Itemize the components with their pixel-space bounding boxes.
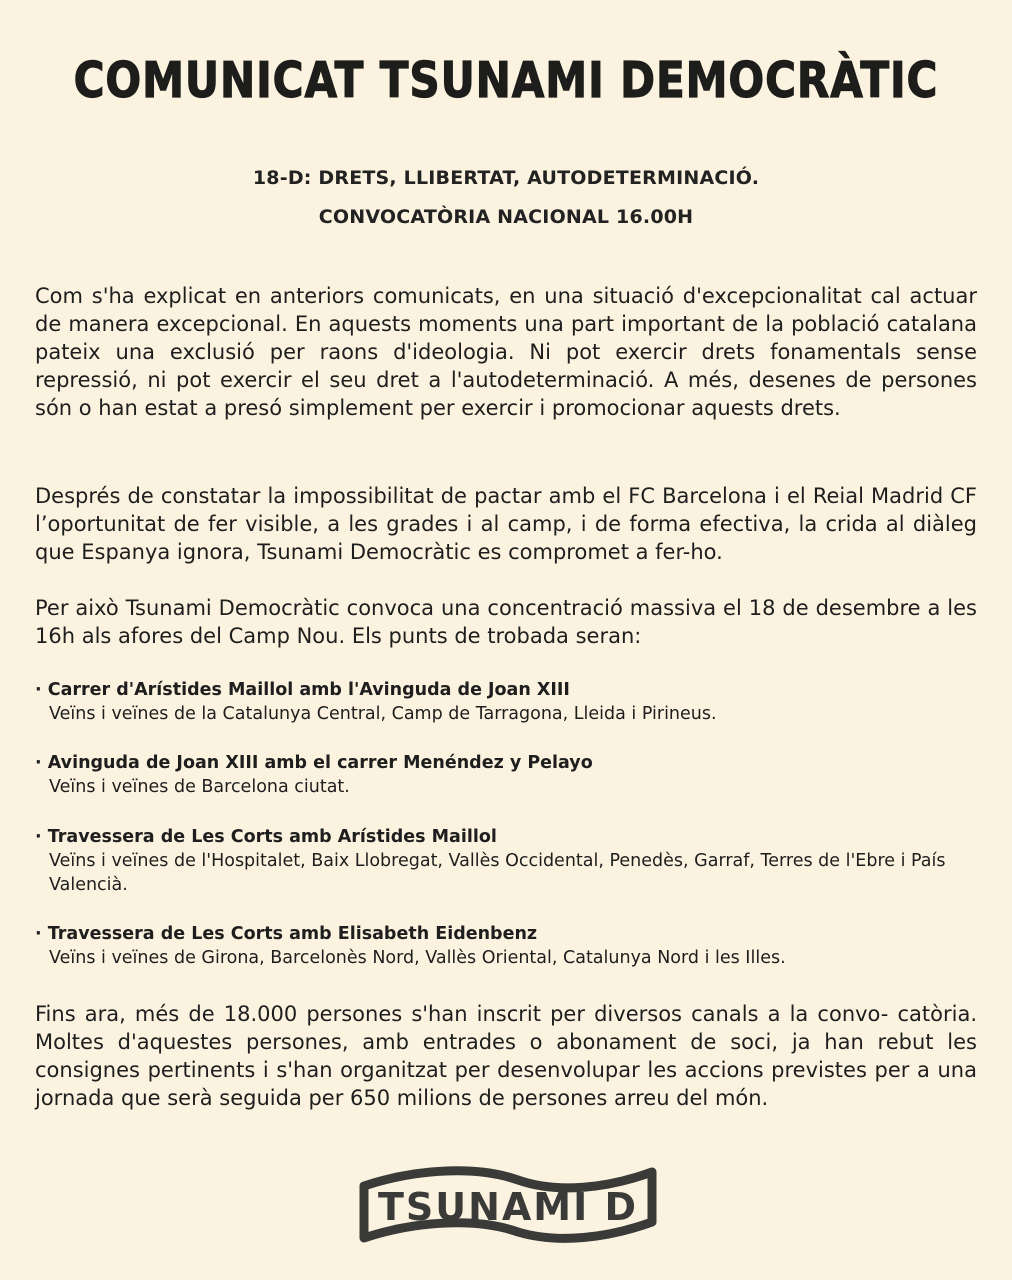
subtitle-line-2: CONVOCATÒRIA NACIONAL 16.00H [318,206,694,228]
meeting-point-place: · Carrer d'Arístides Maillol amb l'Avinguda de Joan XIII [35,680,570,700]
meeting-point [35,678,985,726]
meeting-point-place: · Avinguda de Joan XIII amb el carrer Menéndez y Pelayo [35,753,593,773]
meeting-point [35,922,985,970]
paragraph-intro: Com s'ha explicat en anteriors comunicats, en una situació d'excepcionalitat cal actuar de manera excepcional. En aquests moments una part important de la població catalana pateix una exclusió per raons d'ideologia. Ni pot exercir drets fonamentals sense repressió, ni pot exercir el seu dret a l'autodeterminació. A més, desenes de persones són o han estat a presó simplement per exercir i promocionar aquests drets. [35,284,977,420]
meeting-point-place: · Travessera de Les Corts amb Arístides Maillol [35,827,497,847]
meeting-point-desc: Veïns i veïnes de l'Hospitalet, Baix Llobregat, Vallès Occidental, Penedès, Garraf, Terres de l'Ebre i País Valencià. [49,851,946,895]
meeting-point-desc: Veïns i veïnes de Girona, Barcelonès Nord, Vallès Oriental, Catalunya Nord i les Illes. [49,948,786,968]
subtitle-line-1: 18-D: DRETS, LLIBERTAT, AUTODETERMINACIÓ. [252,167,760,189]
tsunami-democratic-logo [358,1158,658,1248]
meeting-point-place: · Travessera de Les Corts amb Elisabeth Eidenbenz [35,924,538,944]
paragraph-registrations: Fins ara, més de 18.000 persones s'han inscrit per diversos canals a la convo- catòria. Moltes d'aquestes persones, amb entrades o abonament de soci, ja han rebut les consignes pertinents i s'han organitzat per desenvolupar les accions previstes per a una jornada que serà seguida per 650 milions de persones arreu del món. [35,1002,977,1110]
meeting-point-desc: Veïns i veïnes de la Catalunya Central, Camp de Tarragona, Lleida i Pirineus. [49,704,717,724]
meeting-point [35,751,985,799]
meeting-point [35,825,985,897]
page-title: COMUNICAT TSUNAMI DEMOCRÀTIC [73,52,939,109]
paragraph-convocation: Per això Tsunami Democràtic convoca una concentració massiva el 18 de desembre a les 16h als afores del Camp Nou. Els punts de trobada seran: [35,596,977,648]
meeting-point-desc: Veïns i veïnes de Barcelona ciutat. [49,777,350,797]
paragraph-context: Després de constatar la impossibilitat de pactar amb el FC Barcelona i el Reial Madrid CF l’oportunitat de fer visible, a les grades i al camp, i de forma efectiva, la crida al diàleg que Espanya ignora, Tsunami Democràtic es compromet a fer-ho. [35,484,977,564]
logo-text: TSUNAMI D [377,1185,639,1229]
